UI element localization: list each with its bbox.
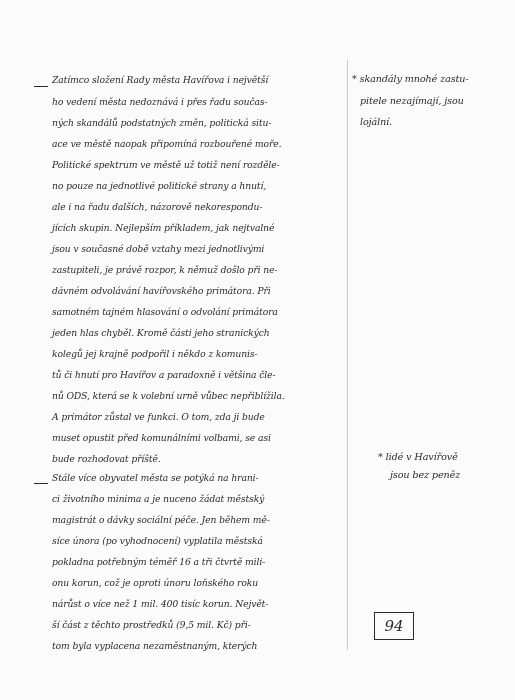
text-line: nárůst o více než 1 mil. 400 tisíc korun. Největ-	[52, 599, 269, 610]
text-line: dávném odvolávání havířovského primátora. Při	[52, 286, 271, 297]
text-line: jeden hlas chyběl. Kromě části jeho stranických	[52, 328, 270, 339]
margin-note-line: lojální.	[360, 117, 393, 128]
text-line: tom byla vyplacena nezaměstnaným, kterých	[52, 641, 258, 652]
margin-note-line: jsou bez peněz	[390, 470, 461, 481]
text-line: ho vedení města nedoznává i přes řadu součas-	[52, 97, 268, 108]
text-line: ší část z těchto prostředků (9,5 mil. Kč) při-	[52, 620, 251, 631]
margin-note-line: * skandály mnohé zastu-	[352, 74, 469, 85]
text-line: bude rozhodovat příště.	[52, 454, 161, 465]
column-divider	[347, 60, 348, 650]
text-line: ale i na řadu dalších, názorově nekorespondu-	[52, 202, 263, 213]
text-line: zastupiteli, je právě rozpor, k němuž došlo při ne-	[52, 265, 278, 276]
text-line: ace ve městě naopak připomíná rozbouřené moře.	[52, 139, 282, 150]
text-line: Zatímco složení Rady města Havířova i největší	[52, 75, 269, 86]
text-line: jsou v současné době vztahy mezi jednotlivými	[52, 244, 265, 255]
margin-note-line: pitele nezajímají, jsou	[360, 96, 464, 107]
text-line: pokladna potřebným téměř 16 a tři čtvrtě mili-	[52, 557, 266, 568]
text-line: síce února (po vyhodnocení) vyplatila městská	[52, 536, 263, 547]
paragraph-dash	[34, 86, 48, 87]
text-line: tů či hnutí pro Havířov a paradoxně i většina čle-	[52, 370, 276, 381]
margin-note-line: * lidé v Havířově	[378, 452, 458, 463]
paragraph-dash	[34, 483, 48, 484]
text-line: magistrát o dávky sociální péče. Jen během mě-	[52, 515, 270, 526]
text-line: muset opustit před komunálními volbami, se asi	[52, 433, 271, 444]
text-line: ných skandálů podstatných změn, politická situ-	[52, 118, 272, 129]
text-line: jících skupin. Nejlepším příkladem, jak nejtvalné	[52, 223, 275, 234]
text-line: Stále více obyvatel města se potýká na hrani-	[52, 473, 259, 484]
text-line: Politické spektrum ve městě už totiž není rozděle-	[52, 160, 280, 171]
text-line: samotném tajném hlasování o odvolání primátora	[52, 307, 278, 318]
page-number: 94	[374, 612, 414, 640]
text-line: no pouze na jednotlivé politické strany a hnutí,	[52, 181, 267, 192]
text-line: onu korun, což je oproti únoru loňského roku	[52, 578, 259, 589]
text-line: nů ODS, která se k volební urně vůbec nepřiblížila.	[52, 391, 285, 402]
text-line: kolegů jej krajně podpořil i někdo z komunis-	[52, 349, 258, 360]
text-line: ci životního minima a je nuceno žádat městský	[52, 494, 265, 505]
text-line: A primátor zůstal ve funkci. O tom, zda ji bude	[52, 412, 265, 423]
